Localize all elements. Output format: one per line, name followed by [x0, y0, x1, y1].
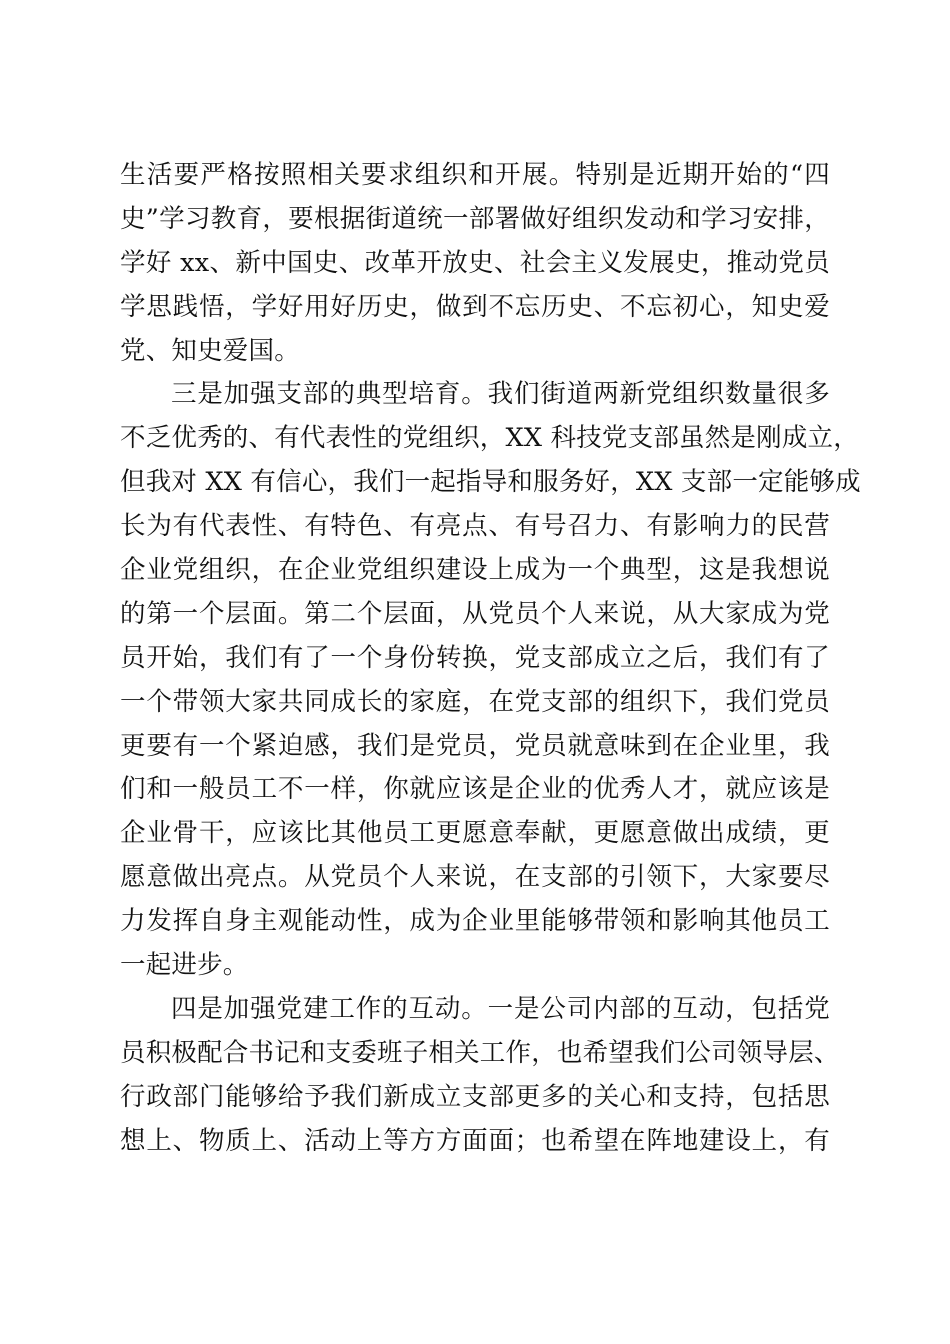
text-line: 不乏优秀的、有代表性的党组织，XX 科技党支部虽然是刚成立，: [120, 423, 859, 454]
text-line: 企业骨干，应该比其他员工更愿意奉献，更愿意做出成绩，更: [120, 818, 830, 849]
text-line: 史”学习教育，要根据街道统一部署做好组织发动和学习安排，: [120, 203, 830, 234]
text-line: 学好 xx、新中国史、改革开放史、社会主义发展史，推动党员: [120, 247, 830, 278]
text-line: 想上、物质上、活动上等方方面面；也希望在阵地建设上，有: [120, 1125, 830, 1156]
text-line: 行政部门能够给予我们新成立支部更多的关心和支持，包括思: [120, 1081, 830, 1112]
text-line: 愿意做出亮点。从党员个人来说，在支部的引领下，大家要尽: [120, 862, 830, 893]
text-line: 一个带领大家共同成长的家庭，在党支部的组织下，我们党员: [120, 686, 830, 717]
text-line: 力发挥自身主观能动性，成为企业里能够带领和影响其他员工: [120, 906, 830, 937]
text-line: 企业党组织，在企业党组织建设上成为一个典型，这是我想说: [120, 555, 830, 586]
document-body: [120, 154, 861, 1163]
paragraph-start-line: 四是加强党建工作的互动。一是公司内部的互动，包括党: [171, 993, 830, 1024]
text-line: 员积极配合书记和支委班子相关工作，也希望我们公司领导层、: [120, 1037, 840, 1068]
paragraph-start-line: 三是加强支部的典型培育。我们街道两新党组织数量很多: [171, 379, 830, 410]
text-line: 生活要严格按照相关要求组织和开展。特别是近期开始的“四: [120, 160, 830, 190]
text-line: 一起进步。: [120, 950, 249, 981]
text-line: 更要有一个紧迫感，我们是党员，党员就意味到在企业里，我: [120, 730, 830, 761]
text-line: 员开始，我们有了一个身份转换，党支部成立之后，我们有了: [120, 642, 830, 673]
text-line: 的第一个层面。第二个层面，从党员个人来说，从大家成为党: [120, 598, 830, 629]
text-line: 长为有代表性、有特色、有亮点、有号召力、有影响力的民营: [120, 511, 830, 542]
text-line: 但我对 XX 有信心，我们一起指导和服务好，XX 支部一定能够成: [120, 467, 861, 498]
text-line: 学思践悟，学好用好历史，做到不忘历史、不忘初心，知史爱: [120, 291, 830, 322]
text-line: 党、知史爱国。: [120, 335, 300, 366]
text-line: 们和一般员工不一样，你就应该是企业的优秀人才，就应该是: [120, 774, 830, 805]
